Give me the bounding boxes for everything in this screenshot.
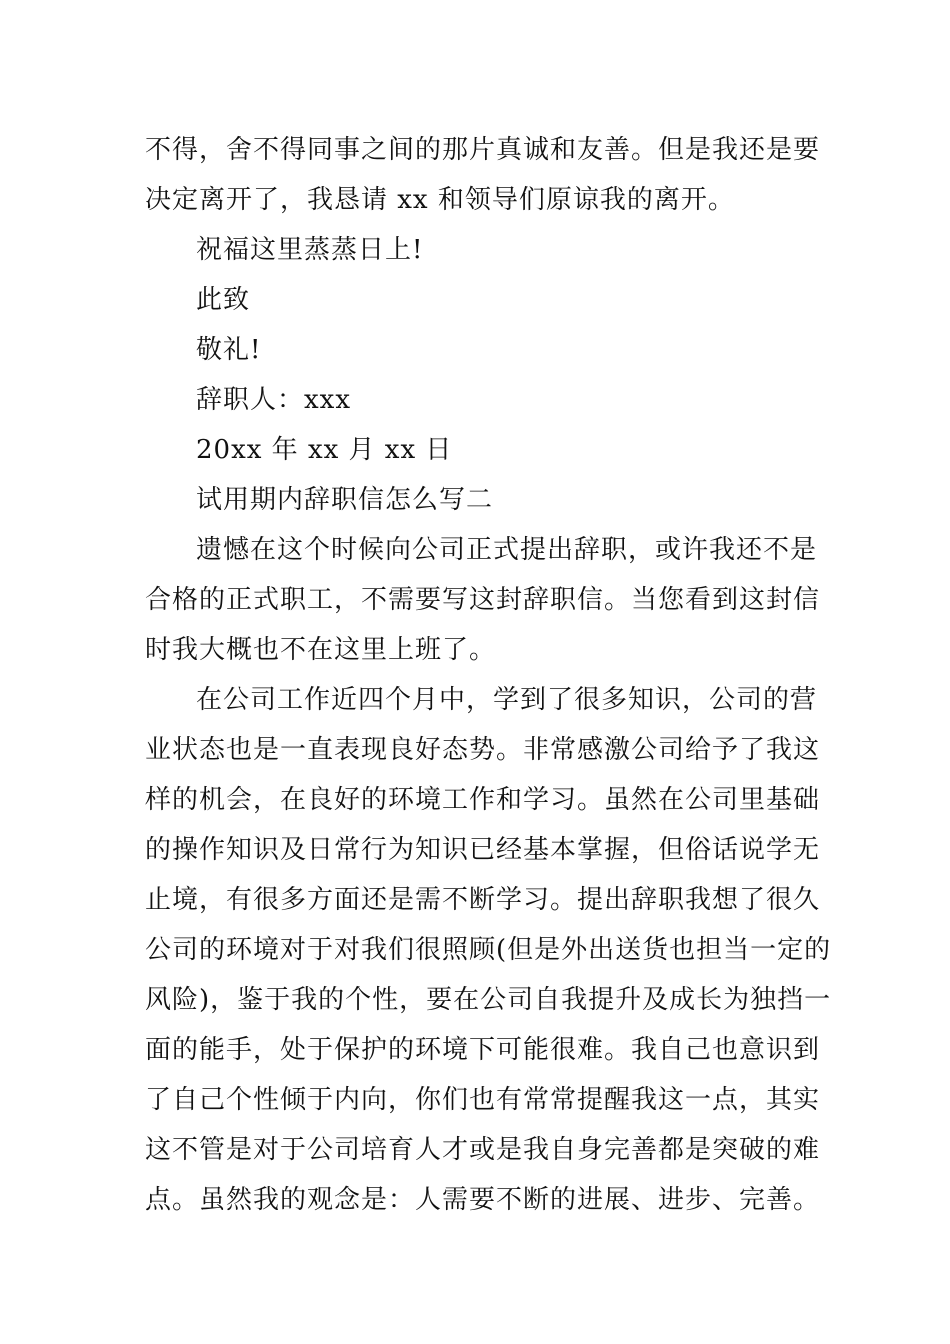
paragraph-line: 业状态也是一直表现良好态势。非常感激公司给予了我这 <box>145 735 821 765</box>
paragraph-line: 风险)，鉴于我的个性，要在公司自我提升及成长为独挡一 <box>145 985 832 1015</box>
paragraph-line: 样的机会，在良好的环境工作和学习。虽然在公司里基础 <box>145 785 821 815</box>
signatory: 辞职人：xxx <box>196 385 351 415</box>
paragraph-line: 合格的正式职工，不需要写这封辞职信。当您看到这封信 <box>145 585 821 615</box>
paragraph-line: 公司的环境对于对我们很照顾(但是外出送货也担当一定的 <box>145 935 832 965</box>
paragraph-line: 在公司工作近四个月中，学到了很多知识，公司的营 <box>196 685 818 715</box>
paragraph-line: 面的能手，处于保护的环境下可能很难。我自己也意识到 <box>145 1035 821 1065</box>
section-title: 试用期内辞职信怎么写二 <box>196 485 494 515</box>
paragraph-line: 止境，有很多方面还是需不断学习。提出辞职我想了很久 <box>145 885 821 915</box>
paragraph-line: 点。虽然我的观念是：人需要不断的进展、进步、完善。 <box>145 1185 821 1215</box>
salutation-regards: 敬礼! <box>196 335 262 365</box>
closing-wish: 祝福这里蒸蒸日上! <box>196 235 424 265</box>
salutation: 此致 <box>196 285 251 315</box>
paragraph-line: 决定离开了，我恳请 xx 和领导们原谅我的离开。 <box>145 185 735 215</box>
paragraph-line: 不得，舍不得同事之间的那片真诚和友善。但是我还是要 <box>145 135 821 165</box>
paragraph-line: 这不管是对于公司培育人才或是我自身完善都是突破的难 <box>145 1135 821 1165</box>
paragraph-line: 的操作知识及日常行为知识已经基本掌握，但俗话说学无 <box>145 835 821 865</box>
paragraph-line: 了自己个性倾于内向，你们也有常常提醒我这一点，其实 <box>145 1085 821 1115</box>
date: 20xx 年 xx 月 xx 日 <box>196 435 453 465</box>
paragraph-line: 遗憾在这个时候向公司正式提出辞职，或许我还不是 <box>196 535 818 565</box>
paragraph-line: 时我大概也不在这里上班了。 <box>145 635 497 665</box>
